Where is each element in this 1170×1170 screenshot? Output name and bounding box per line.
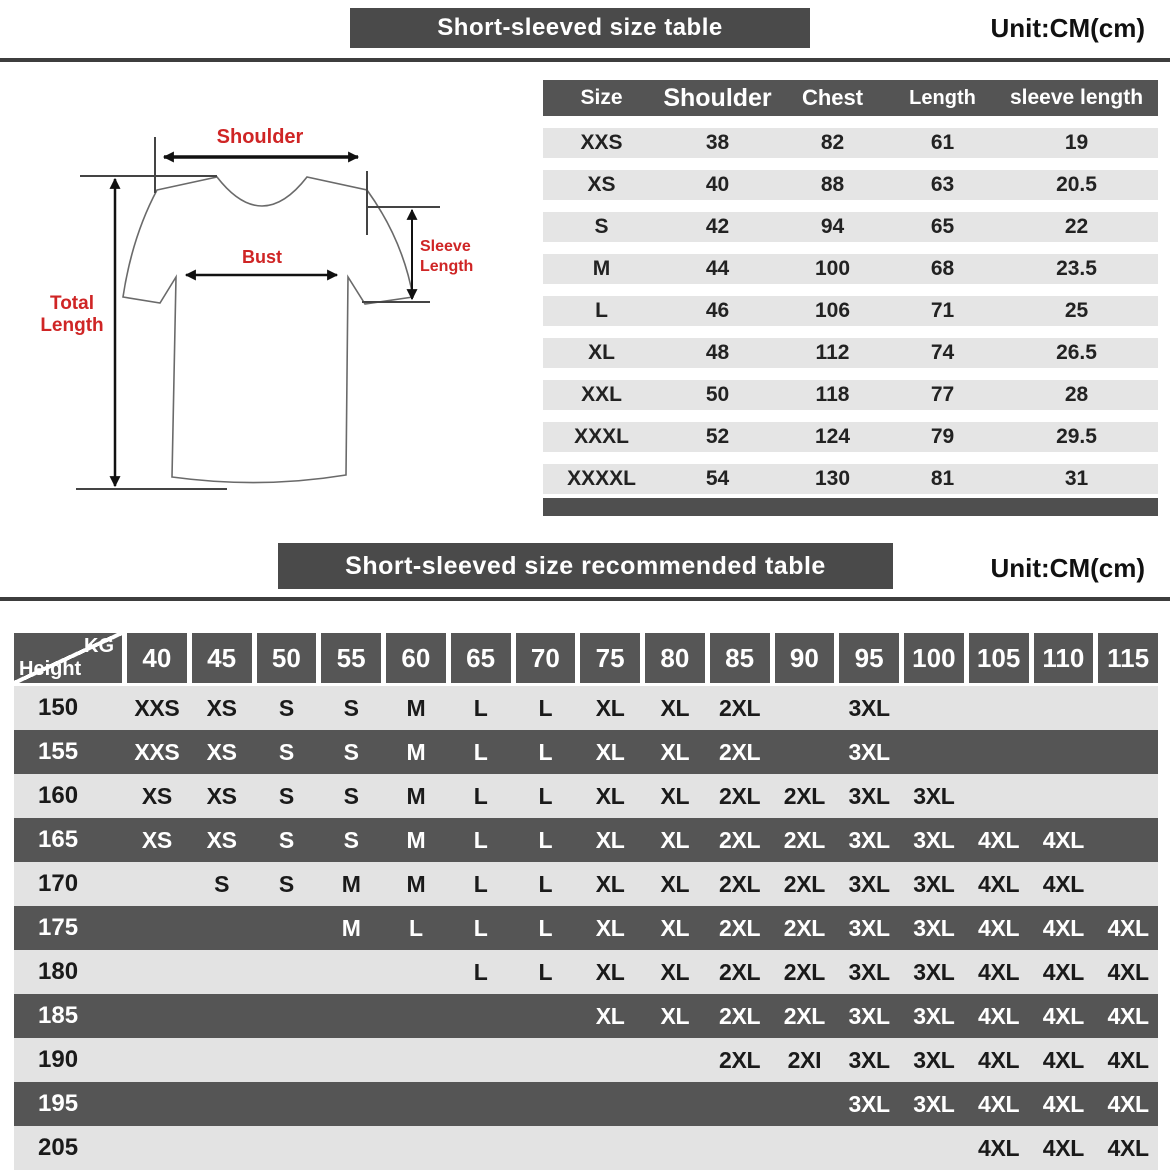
recommend-size-cell: XS [206,782,237,809]
unit-label-middle: Unit:CM(cm) [990,553,1145,583]
size-table-cell: M [592,257,611,280]
size-table-cell: 38 [705,131,730,154]
recommend-size-cell: 2XL [718,870,761,897]
recommend-table-row [14,994,1158,1038]
size-table-cell: 71 [930,299,955,322]
recommend-size-cell: 2XL [718,738,761,765]
recommend-size-cell: L [473,694,488,721]
size-table-column-header: Chest [801,85,864,110]
recommend-size-cell: XS [206,826,237,853]
size-table-cell: 42 [705,215,730,238]
recommend-size-cell: XL [595,782,625,809]
recommend-size-cell: L [473,914,488,941]
size-table-title: Short-sleeved size table [350,8,810,48]
recommend-size-cell: 4XL [977,1002,1020,1029]
recommend-size-cell: S [278,694,294,721]
kg-column-header: 105 [969,633,1029,683]
recommend-size-cell: XL [595,1002,625,1029]
recommend-size-cell: XL [660,782,690,809]
recommend-table-row [14,686,1158,730]
kg-column-header: 75 [580,633,640,683]
size-table-cell: 88 [820,173,845,196]
kg-column-header: 80 [645,633,705,683]
recommend-size-cell: 3XL [848,694,890,721]
recommend-size-cell: 4XL [977,826,1020,853]
recommend-size-cell: 2XL [783,1002,826,1029]
recommend-size-cell: 3XL [913,826,955,853]
recommend-table-row [14,862,1158,906]
recommended-table-title: Short-sleeved size recommended table [278,543,893,589]
recommend-size-cell: 3XL [848,1046,890,1073]
recommend-size-cell: S [343,738,359,765]
recommend-size-cell: 4XL [1107,1046,1149,1073]
recommend-size-cell: XXS [134,738,180,765]
recommend-size-cell: 4XL [1107,1002,1149,1029]
recommend-size-cell: 4XL [1042,1002,1085,1029]
recommend-size-cell: 4XL [977,870,1020,897]
recommend-size-cell: XL [660,870,690,897]
recommend-size-cell: XL [595,870,625,897]
kg-column-header: 60 [386,633,446,683]
recommend-size-cell: 4XL [977,914,1020,941]
recommend-size-cell: M [406,826,426,853]
size-table-cell: 31 [1064,467,1089,490]
size-table-cell: 65 [930,215,955,238]
divider-middle [0,597,1170,601]
size-table-cell: XXS [580,131,623,154]
height-row-label: 160 [38,782,79,809]
recommend-table [14,633,1158,1170]
size-table-cell: 74 [930,341,955,364]
recommend-table-body [14,686,1158,1170]
size-table-cell: 23.5 [1056,257,1097,280]
recommend-size-cell: 3XL [913,1090,955,1117]
recommend-size-cell: XL [660,694,690,721]
size-table-row [543,170,1158,200]
size-table-column-header: Length [909,86,976,109]
size-table-column-header: Shoulder [663,83,772,112]
size-table-cell: 100 [814,257,851,280]
recommend-size-cell: 4XL [1042,1046,1085,1073]
size-table-column-header: sleeve length [1009,86,1144,109]
recommend-size-cell: 2XL [718,958,761,985]
recommend-size-cell: XL [595,738,625,765]
recommend-table-row [14,1126,1158,1170]
recommend-size-cell: 4XL [1042,1090,1085,1117]
recommend-table-row [14,1038,1158,1082]
kg-column-header: 55 [321,633,381,683]
size-table-cell: L [595,299,608,322]
recommend-size-cell: 4XL [1042,914,1085,941]
sleeve-label-line2: Length [420,258,474,275]
size-table-cell: XL [588,341,615,364]
recommend-size-cell: 3XL [848,738,890,765]
recommend-table-row [14,1082,1158,1126]
recommend-size-cell: L [538,694,553,721]
size-table-cell: 130 [814,467,851,490]
size-table-row [543,422,1158,452]
shoulder-label: Shoulder [216,126,304,148]
recommend-size-cell: L [538,826,553,853]
height-row-label: 165 [38,826,79,853]
size-table-row [543,338,1158,368]
recommend-size-cell: S [278,826,294,853]
recommend-size-cell: L [538,782,553,809]
recommend-size-cell: L [538,958,553,985]
size-table-body [543,128,1158,494]
kg-column-header: 65 [451,633,511,683]
recommend-size-cell: M [406,738,426,765]
size-table-cell: 61 [930,131,955,154]
recommend-size-cell: L [538,738,553,765]
recommend-size-cell: 3XL [848,870,890,897]
size-table-column-header: Size [580,86,623,109]
recommend-size-cell: S [278,782,294,809]
recommend-table-row [14,730,1158,774]
size-table-cell: 44 [705,257,730,280]
size-table-cell: 112 [815,341,850,364]
recommend-size-cell: 4XL [977,958,1020,985]
size-table-cell: 79 [930,425,955,448]
recommend-size-cell: 4XL [1107,914,1149,941]
size-table-row [543,254,1158,284]
recommend-size-cell: L [538,870,553,897]
size-table-cell: 82 [820,131,845,154]
size-table-cell: 26.5 [1056,341,1097,364]
size-table-row [543,296,1158,326]
recommend-size-cell: XS [206,694,237,721]
recommend-size-cell: 2XL [783,870,826,897]
height-row-label: 190 [38,1046,79,1073]
size-table-cell: 40 [705,173,730,196]
size-table-cell: 81 [930,467,955,490]
kg-column-header: 90 [775,633,835,683]
recommend-size-cell: 3XL [913,1002,955,1029]
recommend-size-cell: 2XL [783,958,826,985]
kg-column-header: 115 [1098,633,1158,683]
size-table-cell: 106 [814,299,851,322]
kg-column-header: 70 [516,633,576,683]
recommend-size-cell: S [343,782,359,809]
total-length-label-line1: Total [50,293,94,314]
size-table-cell: 77 [930,383,955,406]
recommend-table-row [14,774,1158,818]
recommend-size-cell: 4XL [1107,958,1149,985]
kg-column-header: 95 [839,633,899,683]
recommend-table-row [14,906,1158,950]
recommend-table-row [14,818,1158,862]
recommend-size-cell: 2XL [718,1002,761,1029]
size-table-cell: 50 [705,383,730,406]
kg-column-header: 40 [127,633,187,683]
recommend-size-cell: L [473,782,488,809]
size-table-row [543,380,1158,410]
recommend-size-cell: L [409,914,423,941]
recommend-size-cell: 3XL [848,826,890,853]
height-row-label: 180 [38,958,79,985]
total-length-label-line2: Length [40,315,104,336]
recommend-size-cell: L [538,914,553,941]
recommend-table-row [14,950,1158,994]
recommend-size-cell: 4XL [977,1090,1020,1117]
recommend-size-cell: S [278,870,294,897]
recommend-size-cell: L [473,958,488,985]
recommend-size-cell: M [406,870,426,897]
size-table-cell: 118 [815,383,850,406]
recommend-size-cell: XL [595,694,625,721]
kg-column-header: 100 [904,633,964,683]
size-table-cell: 63 [930,173,955,196]
height-row-label: 170 [38,870,79,897]
size-table-cell: XXL [581,383,622,406]
tshirt-outline [123,177,413,483]
recommend-size-cell: 3XL [848,1002,890,1029]
recommend-size-cell: XL [660,738,690,765]
recommend-size-cell: 3XL [913,958,955,985]
size-table-header [543,80,1158,116]
recommend-size-cell: XS [141,826,172,853]
recommend-size-cell: 2XL [718,782,761,809]
recommend-size-cell: XL [660,914,690,941]
recommend-size-cell: XS [206,738,237,765]
bust-label: Bust [242,247,282,267]
size-table-cell: 29.5 [1056,425,1097,448]
recommend-size-cell: M [406,782,426,809]
size-table-cell: 68 [930,257,955,280]
height-row-label: 155 [38,738,79,765]
recommend-size-cell: S [278,738,294,765]
kg-column-header: 45 [192,633,252,683]
size-table-cell: XS [587,173,616,196]
kg-column-header: 85 [710,633,770,683]
unit-label-top: Unit:CM(cm) [990,13,1145,43]
recommend-size-cell: 3XL [913,1046,955,1073]
size-table-row [543,464,1158,494]
recommend-size-cell: 4XL [1042,1134,1085,1161]
size-table-cell: S [594,215,609,238]
kg-corner-label: KG [84,635,114,657]
size-table-cell: 22 [1064,215,1089,238]
recommend-size-cell: XL [660,826,690,853]
recommend-size-cell: 4XL [1042,870,1085,897]
size-table-row [543,212,1158,242]
recommend-size-cell: 2XL [718,1046,761,1073]
recommend-size-cell: 3XL [848,914,890,941]
recommend-size-cell: M [341,870,361,897]
height-row-label: 205 [38,1134,79,1161]
recommend-size-cell: XL [660,1002,690,1029]
recommend-size-cell: XL [595,826,625,853]
recommend-size-cell: 3XL [913,870,955,897]
recommend-size-cell: 2XL [783,826,826,853]
size-table-cell: 124 [814,425,851,448]
tshirt-measurement-diagram [20,85,520,515]
recommend-size-cell: S [343,694,359,721]
recommend-size-cell: 2XL [718,914,761,941]
size-table-cell: XXXXL [567,467,636,490]
recommend-size-cell: XL [660,958,690,985]
recommend-size-cell: S [214,870,230,897]
sleeve-label-line1: Sleeve [420,238,471,255]
size-table-cell: 19 [1064,131,1089,154]
size-table-cell: 46 [705,299,730,322]
recommend-table-header [14,633,1158,683]
height-row-label: 185 [38,1002,79,1029]
height-row-label: 150 [38,694,79,721]
recommend-size-cell: XL [595,914,625,941]
recommend-size-cell: 3XL [913,782,955,809]
recommend-size-cell: 3XL [848,1090,890,1117]
recommend-size-cell: 2XL [783,782,826,809]
recommend-size-cell: 4XL [1107,1134,1149,1161]
recommend-size-cell: 4XL [977,1046,1020,1073]
height-row-label: 195 [38,1090,79,1117]
size-table [543,80,1158,516]
recommend-size-cell: 2XL [718,826,761,853]
recommend-size-cell: L [473,826,488,853]
recommend-size-cell: 3XL [913,914,955,941]
recommend-size-cell: 2XL [718,694,761,721]
kg-height-corner-cell [14,633,122,683]
size-table-cell: 25 [1064,299,1089,322]
height-corner-label: Height [19,658,82,680]
recommend-size-cell: M [406,694,426,721]
recommend-size-cell: 4XL [1107,1090,1149,1117]
recommend-size-cell: XXS [134,694,180,721]
recommend-size-cell: 4XL [1042,826,1085,853]
recommend-size-cell: 3XL [848,782,890,809]
kg-column-header: 110 [1034,633,1094,683]
size-table-cell: 20.5 [1056,173,1097,196]
size-table-cell: 52 [705,425,730,448]
recommend-size-cell: XL [595,958,625,985]
size-table-row [543,128,1158,158]
recommend-size-cell: 4XL [977,1134,1020,1161]
recommend-size-cell: L [473,738,488,765]
recommend-size-cell: 2XI [787,1046,822,1073]
recommend-size-cell: 2XL [783,914,826,941]
recommend-size-cell: M [341,914,361,941]
recommend-size-cell: S [343,826,359,853]
height-row-label: 175 [38,914,79,941]
recommend-size-cell: 4XL [1042,958,1085,985]
recommend-size-cell: 3XL [848,958,890,985]
size-table-cell: 94 [820,215,845,238]
size-table-cell: 28 [1064,383,1089,406]
size-table-cell: 48 [705,341,730,364]
size-table-footer-bar [543,498,1158,516]
recommend-size-cell: XS [141,782,172,809]
divider-top [0,58,1170,62]
size-table-cell: 54 [705,467,730,490]
size-table-cell: XXXL [574,425,629,448]
recommend-size-cell: L [473,870,488,897]
kg-column-header: 50 [257,633,317,683]
